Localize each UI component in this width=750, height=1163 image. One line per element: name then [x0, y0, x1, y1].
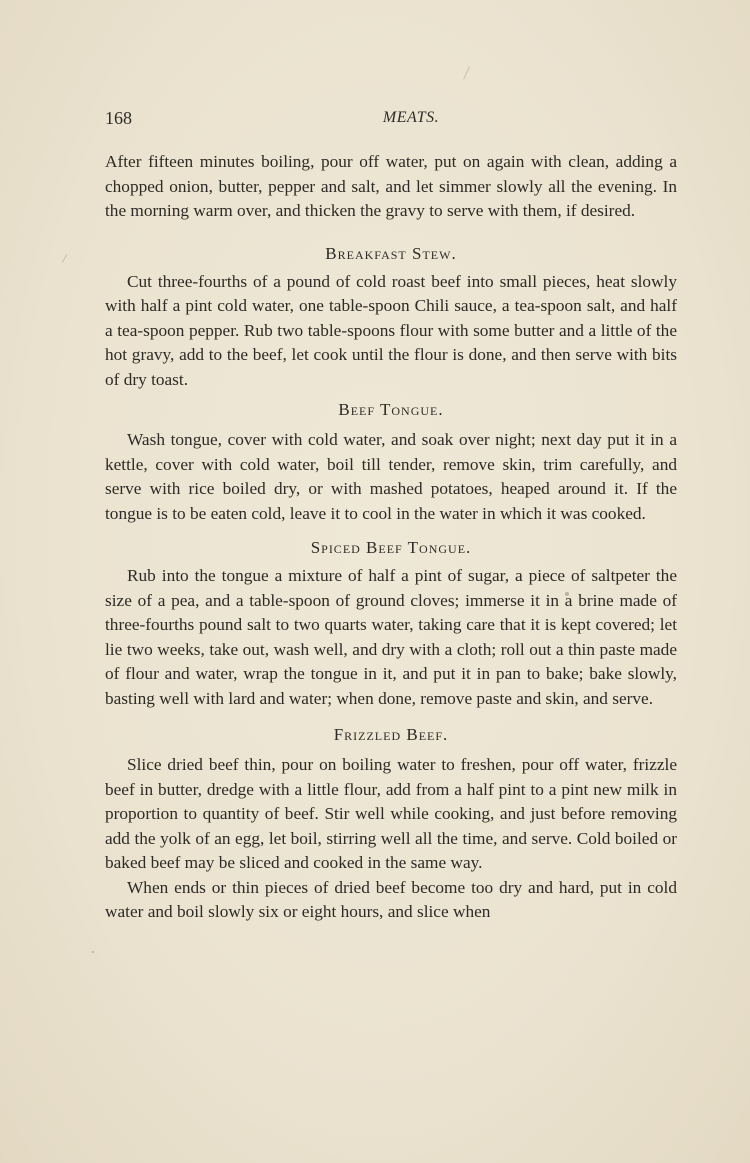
running-head: MEATS.	[382, 109, 440, 126]
section-heading-spiced-beef-tongue: Spiced Beef Tongue.	[310, 538, 472, 557]
paper-blemish	[92, 951, 94, 953]
intro-paragraph: After fifteen minutes boiling, pour off water, put on again with clean, adding a chopped onion, butter, pepper and salt, and let simmer slowly all the evening. In the morning warm over, and thicken the gravy to serve with them, if desired.	[105, 152, 677, 220]
section-heading-beef-tongue: Beef Tongue.	[338, 400, 444, 419]
page-body	[105, 150, 677, 925]
section-heading-frizzled-beef: Frizzled Beef.	[333, 725, 449, 744]
paper-blemish	[463, 66, 470, 79]
body-paragraph: When ends or thin pieces of dried beef become too dry and hard, put in cold water and boil slowly six or eight hours, and slice when	[105, 877, 677, 921]
page-number: 168	[105, 108, 132, 128]
body-paragraph: Wash tongue, cover with cold water, and soak over night; next day put it in a kettle, cover with cold water, boil till tender, remove skin, trim carefully, and serve with rice boiled dry, or with mashed potatoes, heaped around it. If the tongue is to be eaten cold, leave it to cool in the water in which it was cooked.	[105, 430, 677, 523]
body-paragraph: Cut three-fourths of a pound of cold roast beef into small pieces, heat slowly with half a pint cold water, one table-spoon Chili sauce, a tea-spoon salt, and half a tea-spoon pepper. Rub two table-spoons flour with some butter and a little of the hot gravy, add to the beef, let cook until the flour is done, and then serve with bits of dry toast.	[105, 271, 677, 389]
body-paragraph: Slice dried beef thin, pour on boiling water to freshen, pour off water, frizzle beef in butter, dredge with a little flour, add from a half pint to a pint new milk in proportion to quantity of beef. Stir well while cooking, and just before removing add the yolk of an egg, let boil, stirring well all the time, and serve. Cold boiled or baked beef may be sliced and cooked in the same way.	[105, 755, 677, 872]
paper-blemish	[62, 254, 67, 262]
page-header	[105, 106, 677, 130]
section-heading-breakfast-stew: Breakfast Stew.	[325, 243, 457, 263]
body-paragraph: Rub into the tongue a mixture of half a pint of sugar, a piece of saltpeter the size of a pea, and a table-spoon of ground cloves; immerse it in a brine made of three-fourths pound salt to two quarts water, taking care that it is kept covered; let lie two weeks, take out, wash well, and dry with a cloth; roll out a thin paste made of flour and water, wrap the tongue in it, and put it in pan to bake; bake slowly, basting well with lard and water; when done, remove paste and skin, and serve.	[105, 566, 677, 708]
